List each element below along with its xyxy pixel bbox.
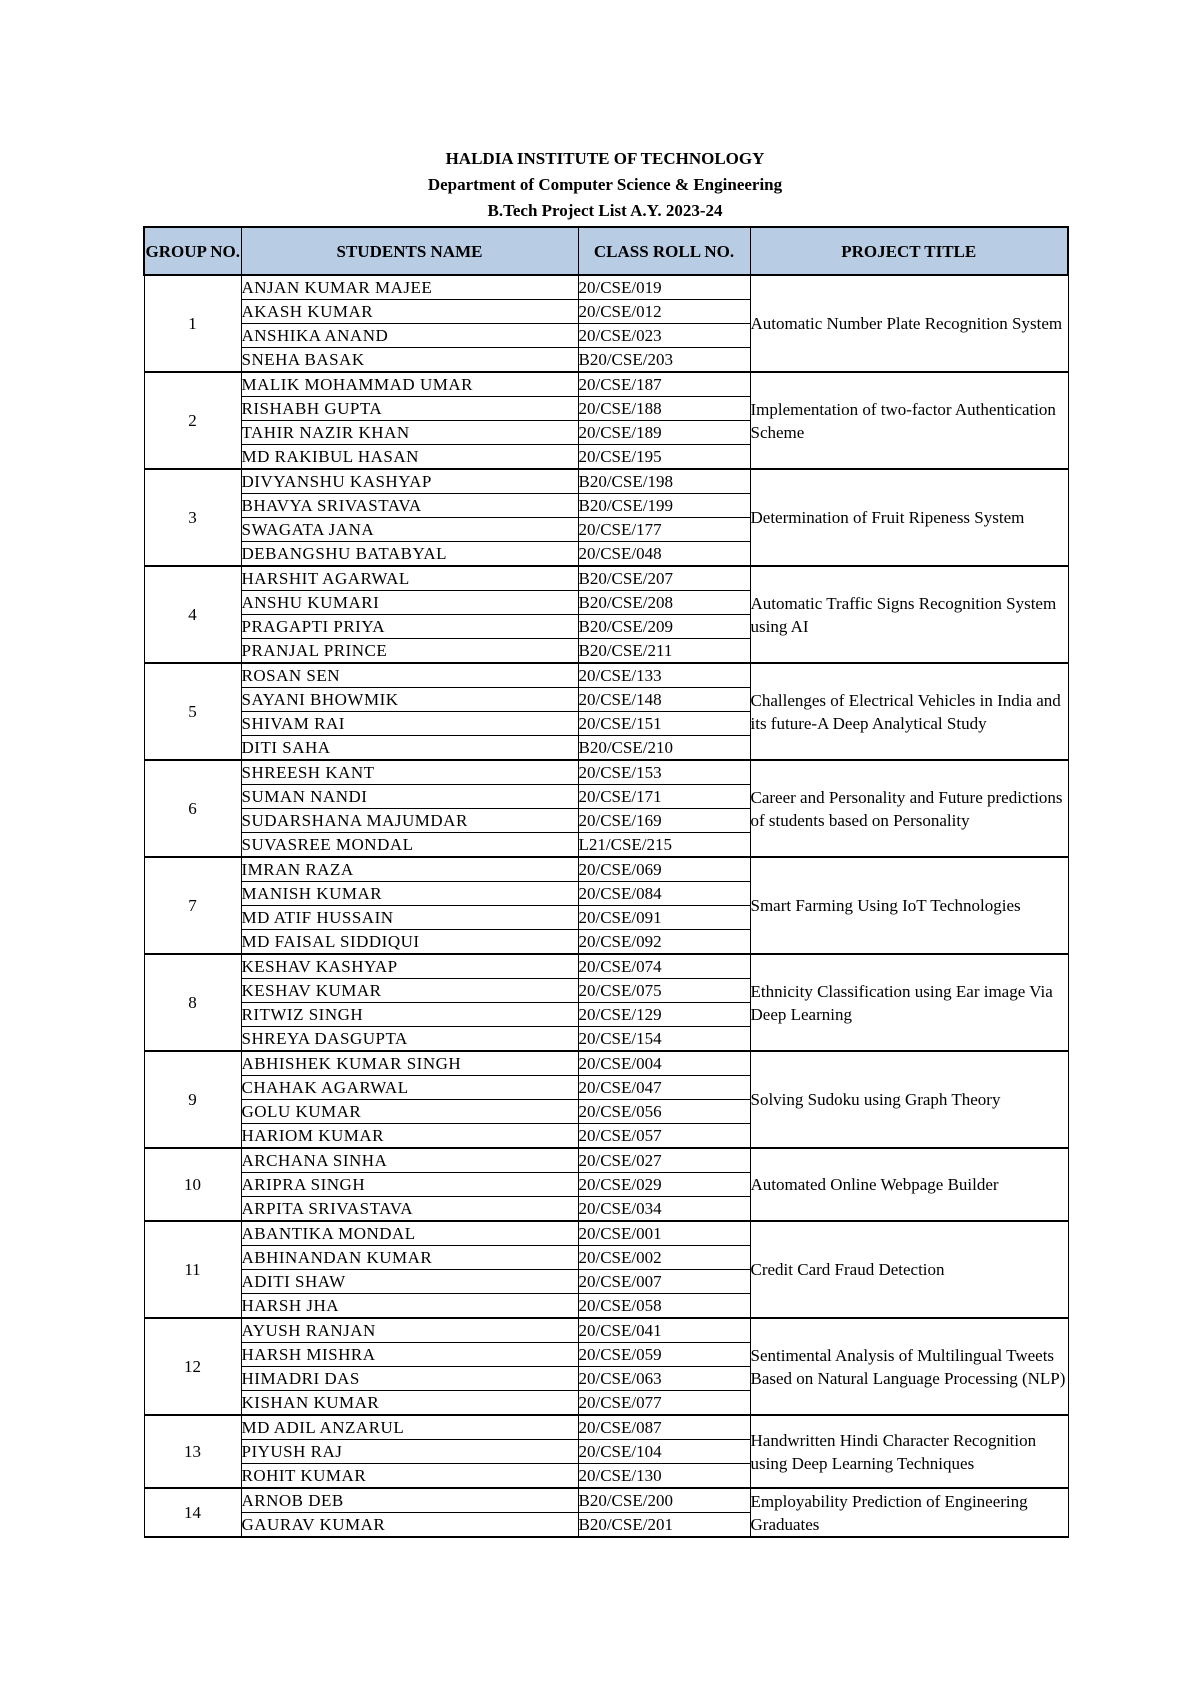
class-roll-no: 20/CSE/058 (578, 1294, 750, 1319)
class-roll-no: 20/CSE/084 (578, 882, 750, 906)
class-roll-no: 20/CSE/034 (578, 1197, 750, 1222)
student-name: MANISH KUMAR (241, 882, 578, 906)
group-number: 4 (144, 566, 241, 663)
class-roll-no: 20/CSE/087 (578, 1415, 750, 1440)
student-name: CHAHAK AGARWAL (241, 1076, 578, 1100)
class-roll-no: 20/CSE/092 (578, 930, 750, 955)
student-name: MD ADIL ANZARUL (241, 1415, 578, 1440)
project-title: Implementation of two-factor Authentication Scheme (750, 372, 1068, 469)
table-row (144, 1318, 1068, 1343)
class-roll-no: B20/CSE/201 (578, 1513, 750, 1538)
department-name: Department of Computer Science & Engineering (427, 175, 783, 194)
class-roll-no: B20/CSE/199 (578, 494, 750, 518)
group-number: 7 (144, 857, 241, 954)
group-number: 9 (144, 1051, 241, 1148)
student-name: ANJAN KUMAR MAJEE (241, 275, 578, 300)
project-list-table (143, 226, 1069, 1538)
student-name: SNEHA BASAK (241, 348, 578, 373)
table-row (144, 857, 1068, 882)
class-roll-no: 20/CSE/057 (578, 1124, 750, 1149)
header-group-no: GROUP NO. (144, 227, 241, 275)
table-row (144, 663, 1068, 688)
class-roll-no: 20/CSE/019 (578, 275, 750, 300)
class-roll-no: B20/CSE/210 (578, 736, 750, 761)
student-name: GAURAV KUMAR (241, 1513, 578, 1538)
group-number: 1 (144, 275, 241, 372)
project-title: Credit Card Fraud Detection (750, 1221, 1068, 1318)
student-name: ARNOB DEB (241, 1488, 578, 1513)
group-number: 8 (144, 954, 241, 1051)
class-roll-no: 20/CSE/133 (578, 663, 750, 688)
class-roll-no: 20/CSE/091 (578, 906, 750, 930)
student-name: GOLU KUMAR (241, 1100, 578, 1124)
class-roll-no: 20/CSE/048 (578, 542, 750, 567)
student-name: SUDARSHANA MAJUMDAR (241, 809, 578, 833)
document-header (143, 146, 1067, 224)
class-roll-no: B20/CSE/209 (578, 615, 750, 639)
student-name: TAHIR NAZIR KHAN (241, 421, 578, 445)
student-name: SHREYA DASGUPTA (241, 1027, 578, 1052)
table-row (144, 469, 1068, 494)
project-title: Career and Personality and Future predictions of students based on Personality (750, 760, 1068, 857)
class-roll-no: 20/CSE/148 (578, 688, 750, 712)
class-roll-no: 20/CSE/023 (578, 324, 750, 348)
class-roll-no: 20/CSE/001 (578, 1221, 750, 1246)
class-roll-no: L21/CSE/215 (578, 833, 750, 858)
institute-name: HALDIA INSTITUTE OF TECHNOLOGY (445, 149, 765, 168)
class-roll-no: 20/CSE/151 (578, 712, 750, 736)
table-row (144, 760, 1068, 785)
class-roll-no: 20/CSE/154 (578, 1027, 750, 1052)
student-name: SUMAN NANDI (241, 785, 578, 809)
student-name: MD ATIF HUSSAIN (241, 906, 578, 930)
class-roll-no: 20/CSE/153 (578, 760, 750, 785)
class-roll-no: 20/CSE/069 (578, 857, 750, 882)
class-roll-no: 20/CSE/002 (578, 1246, 750, 1270)
table-row (144, 1488, 1068, 1513)
project-title: Ethnicity Classification using Ear image Via Deep Learning (750, 954, 1068, 1051)
student-name: ROHIT KUMAR (241, 1464, 578, 1489)
student-name: ADITI SHAW (241, 1270, 578, 1294)
class-roll-no: 20/CSE/177 (578, 518, 750, 542)
class-roll-no: 20/CSE/041 (578, 1318, 750, 1343)
class-roll-no: 20/CSE/007 (578, 1270, 750, 1294)
class-roll-no: 20/CSE/056 (578, 1100, 750, 1124)
header-class-roll-no: CLASS ROLL NO. (578, 227, 750, 275)
student-name: KESHAV KUMAR (241, 979, 578, 1003)
class-roll-no: 20/CSE/130 (578, 1464, 750, 1489)
student-name: HIMADRI DAS (241, 1367, 578, 1391)
table-row (144, 1221, 1068, 1246)
project-title: Automated Online Webpage Builder (750, 1148, 1068, 1221)
group-number: 13 (144, 1415, 241, 1488)
group-number: 14 (144, 1488, 241, 1537)
student-name: KISHAN KUMAR (241, 1391, 578, 1416)
class-roll-no: 20/CSE/077 (578, 1391, 750, 1416)
project-title: Sentimental Analysis of Multilingual Tweets Based on Natural Language Processing (NLP) (750, 1318, 1068, 1415)
project-title: Smart Farming Using IoT Technologies (750, 857, 1068, 954)
class-roll-no: B20/CSE/211 (578, 639, 750, 664)
project-title: Determination of Fruit Ripeness System (750, 469, 1068, 566)
class-roll-no: 20/CSE/027 (578, 1148, 750, 1173)
student-name: MALIK MOHAMMAD UMAR (241, 372, 578, 397)
table-row (144, 954, 1068, 979)
student-name: RISHABH GUPTA (241, 397, 578, 421)
class-roll-no: 20/CSE/129 (578, 1003, 750, 1027)
group-number: 11 (144, 1221, 241, 1318)
student-name: MD FAISAL SIDDIQUI (241, 930, 578, 955)
project-title: Automatic Number Plate Recognition System (750, 275, 1068, 372)
header-project-title: PROJECT TITLE (750, 227, 1068, 275)
header-students-name: STUDENTS NAME (241, 227, 578, 275)
student-name: MD RAKIBUL HASAN (241, 445, 578, 470)
project-title: Automatic Traffic Signs Recognition System using AI (750, 566, 1068, 663)
table-row (144, 275, 1068, 300)
student-name: ROSAN SEN (241, 663, 578, 688)
class-roll-no: 20/CSE/047 (578, 1076, 750, 1100)
class-roll-no: 20/CSE/189 (578, 421, 750, 445)
student-name: ANSHU KUMARI (241, 591, 578, 615)
student-name: HARSH JHA (241, 1294, 578, 1319)
project-title: Employability Prediction of Engineering Graduates (750, 1488, 1068, 1537)
table-row (144, 372, 1068, 397)
table-body (144, 275, 1068, 1537)
student-name: SWAGATA JANA (241, 518, 578, 542)
student-name: HARIOM KUMAR (241, 1124, 578, 1149)
class-roll-no: 20/CSE/169 (578, 809, 750, 833)
student-name: HARSHIT AGARWAL (241, 566, 578, 591)
student-name: SUVASREE MONDAL (241, 833, 578, 858)
student-name: DIVYANSHU KASHYAP (241, 469, 578, 494)
student-name: SAYANI BHOWMIK (241, 688, 578, 712)
group-number: 3 (144, 469, 241, 566)
table-row (144, 1051, 1068, 1076)
class-roll-no: 20/CSE/187 (578, 372, 750, 397)
group-number: 2 (144, 372, 241, 469)
table-row (144, 1148, 1068, 1173)
class-roll-no: 20/CSE/029 (578, 1173, 750, 1197)
class-roll-no: 20/CSE/059 (578, 1343, 750, 1367)
student-name: HARSH MISHRA (241, 1343, 578, 1367)
student-name: ABHINANDAN KUMAR (241, 1246, 578, 1270)
student-name: AKASH KUMAR (241, 300, 578, 324)
class-roll-no: B20/CSE/207 (578, 566, 750, 591)
class-roll-no: 20/CSE/195 (578, 445, 750, 470)
student-name: PIYUSH RAJ (241, 1440, 578, 1464)
student-name: DEBANGSHU BATABYAL (241, 542, 578, 567)
student-name: PRANJAL PRINCE (241, 639, 578, 664)
student-name: SHREESH KANT (241, 760, 578, 785)
class-roll-no: 20/CSE/004 (578, 1051, 750, 1076)
class-roll-no: B20/CSE/198 (578, 469, 750, 494)
class-roll-no: 20/CSE/075 (578, 979, 750, 1003)
table-row (144, 566, 1068, 591)
group-number: 6 (144, 760, 241, 857)
student-name: ABHISHEK KUMAR SINGH (241, 1051, 578, 1076)
student-name: ABANTIKA MONDAL (241, 1221, 578, 1246)
project-title: Challenges of Electrical Vehicles in India and its future-A Deep Analytical Study (750, 663, 1068, 760)
class-roll-no: 20/CSE/074 (578, 954, 750, 979)
class-roll-no: 20/CSE/104 (578, 1440, 750, 1464)
table-header-row (144, 227, 1068, 275)
project-title: Solving Sudoku using Graph Theory (750, 1051, 1068, 1148)
student-name: DITI SAHA (241, 736, 578, 761)
class-roll-no: 20/CSE/171 (578, 785, 750, 809)
class-roll-no: B20/CSE/203 (578, 348, 750, 373)
project-title: Handwritten Hindi Character Recognition using Deep Learning Techniques (750, 1415, 1068, 1488)
student-name: AYUSH RANJAN (241, 1318, 578, 1343)
student-name: IMRAN RAZA (241, 857, 578, 882)
class-roll-no: B20/CSE/208 (578, 591, 750, 615)
student-name: BHAVYA SRIVASTAVA (241, 494, 578, 518)
group-number: 10 (144, 1148, 241, 1221)
student-name: KESHAV KASHYAP (241, 954, 578, 979)
student-name: PRAGAPTI PRIYA (241, 615, 578, 639)
student-name: RITWIZ SINGH (241, 1003, 578, 1027)
student-name: ANSHIKA ANAND (241, 324, 578, 348)
group-number: 12 (144, 1318, 241, 1415)
class-roll-no: B20/CSE/200 (578, 1488, 750, 1513)
student-name: ARPITA SRIVASTAVA (241, 1197, 578, 1222)
student-name: ARIPRA SINGH (241, 1173, 578, 1197)
class-roll-no: 20/CSE/188 (578, 397, 750, 421)
list-title: B.Tech Project List A.Y. 2023-24 (487, 201, 723, 220)
class-roll-no: 20/CSE/063 (578, 1367, 750, 1391)
table-row (144, 1415, 1068, 1440)
student-name: ARCHANA SINHA (241, 1148, 578, 1173)
class-roll-no: 20/CSE/012 (578, 300, 750, 324)
group-number: 5 (144, 663, 241, 760)
student-name: SHIVAM RAI (241, 712, 578, 736)
